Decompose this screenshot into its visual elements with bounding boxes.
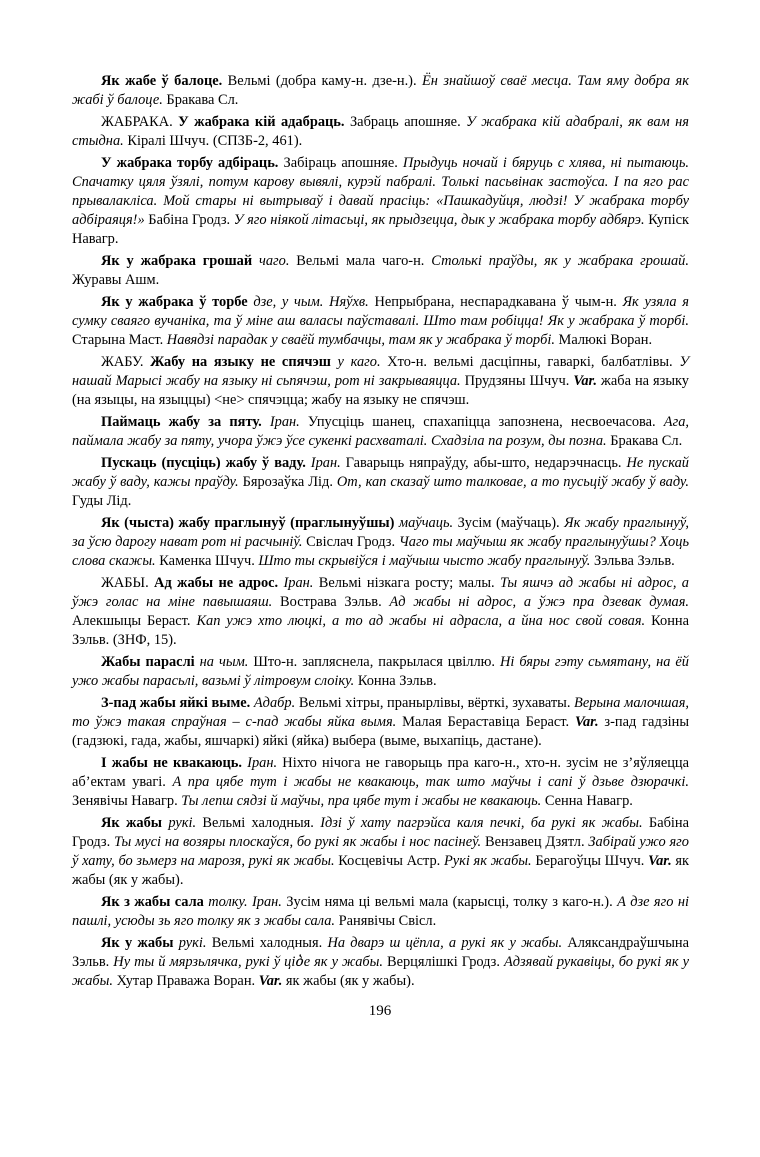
entry-text: Гуды Лід. — [72, 493, 132, 509]
entry-text: Гаварыць няпраўду, абы-што, недарэчнасць. — [340, 455, 627, 471]
entry-text: Бракава Сл. — [162, 92, 239, 108]
entry-text: Зусім (маўчаць). — [453, 515, 565, 531]
entry-text: Што-н. запляснела, пакрылася цвіллю. — [248, 654, 501, 670]
dictionary-entry — [72, 154, 689, 249]
variant-label: Var. — [648, 853, 672, 869]
entry-text: як жабы (як у жабы). — [72, 853, 689, 888]
entry-text: Конна Зэльв. — [354, 673, 437, 689]
entry-text: Зусім няма ці вельмі мала (карысці, толку з каго-н.). — [281, 894, 618, 910]
dictionary-entry — [72, 353, 689, 410]
dictionary-entry — [72, 653, 689, 691]
grammar-label: толку. Іран. — [203, 894, 282, 910]
entry-headword: У жабрака торбу адбіраць. — [101, 155, 279, 171]
dictionary-entry — [72, 514, 689, 571]
entry-text: Вельмі нізкага росту; малы. — [313, 575, 500, 591]
dictionary-entry — [72, 454, 689, 511]
example-text: Ну ты й мярзьлячка, рукі ў ціბе як у жабы. — [113, 954, 383, 970]
entry-text: Верцялішкі Гродз. — [382, 954, 504, 970]
entry-headword: Пускаць (пусціць) жабу ў ваду. — [101, 455, 306, 471]
example-text: На дварэ ш цёпла, а рукі як у жабы. — [327, 935, 563, 951]
example-text: Не пускай жабу ў ваду, кажы праўду. — [72, 455, 689, 490]
example-text: У жабрака кій адабралі, як вам ня стыдна. — [72, 114, 689, 149]
entry-headword: Паймаць жабу за пяту. — [101, 414, 262, 430]
example-text: Ты мусі на возяры плоскаўся, бо рукі як жабы і нос пасінеў. — [114, 834, 482, 850]
example-text: Ні бяры гэту сьмятану, на ёй ужо жабы парасьлі, вазьмі ў літровум слоіку. — [72, 654, 689, 689]
entry-text: Бракава Сл. — [606, 433, 683, 449]
entry-text: Забіраць апошняе. — [278, 155, 403, 171]
entry-text: Малая Бераставіца Бераст. — [396, 714, 575, 730]
grammar-label: дзе, у чым. Няўхв. — [247, 294, 369, 310]
dictionary-entry — [72, 814, 689, 890]
grammar-label: рукі. — [173, 935, 207, 951]
entry-text: Журавы Ашм. — [72, 272, 160, 288]
variant-label: Var. — [573, 373, 597, 389]
entry-text: Вельмі халодныя. — [196, 815, 321, 831]
grammar-label: на чым. — [194, 654, 249, 670]
entry-text: Вельмі хітры, пранырлівы, вёрткі, зухаваты. — [295, 695, 575, 711]
dictionary-entry — [72, 893, 689, 931]
entry-headword: З-пад жабы яйкі выме. — [101, 695, 251, 711]
entry-text: ЖАБЫ. — [101, 575, 155, 591]
entry-headword: Жабу на языку не спячэш — [150, 354, 331, 370]
entry-text: ЖАБРАКА. — [101, 114, 179, 130]
example-text: Прыдуць ночай і бяруць с хлява, ні пытаюць. Спачатку цяля ўзялі, потум карову вывялі, курэй пабралі. Толькі пасьвінак застоўса. І па яго рас прывалакліса. Мой стары ні вытрываў і давай прасіць: «Пашкадуйця, людзі! У жабрака торбу адбіраяця!» — [72, 155, 690, 228]
entry-text: Купіск Навагр. — [72, 212, 689, 247]
entry-text: Забраць апошняе. — [344, 114, 467, 130]
entry-text: Вельмі (добра каму-н. дзе-н.). — [222, 73, 422, 89]
grammar-label: рукі. — [162, 815, 197, 831]
example-text: Ага, паймала жабу за пяту, учора ўжэ ўсе сукенкі расхваталі. Схадзіла па розум, ды позна. — [72, 414, 689, 449]
dictionary-entry — [72, 413, 689, 451]
dictionary-entry — [72, 934, 689, 991]
entry-text: Вельмі халодныя. — [206, 935, 328, 951]
entry-text: Бабіна Гродз. — [72, 815, 689, 850]
example-text: Ты лепш сядзі й маўчы, пра цябе тут і жабы не квакаюць. — [181, 793, 542, 809]
entry-text: Хто-н. вельмі дасціпны, гаваркі, балбатлівы. — [380, 354, 680, 370]
example-text: Ад жабы ні адрос, а ўжэ пра дзевак думая. — [389, 594, 689, 610]
dictionary-page-body — [72, 72, 689, 994]
dictionary-entry — [72, 574, 689, 650]
entry-headword: Жабы параслі — [101, 654, 195, 670]
entry-headword: Як з жабы сала — [101, 894, 204, 910]
example-text: Рукі як жабы. — [443, 853, 532, 869]
example-text: Ты яшчэ ад жабы ні адрос, а ўжэ голас на міне павышаяш. — [72, 575, 689, 610]
entry-text: Вельмі мала чаго-н. — [289, 253, 432, 269]
entry-text: Свіслач Гродз. — [302, 534, 399, 550]
entry-text: Прудзяны Шчуч. — [460, 373, 574, 389]
entry-text: Аляксандраўшчына Зэльв. — [72, 935, 689, 970]
example-text: Верына малочшая, то ўжэ такая спраўная – с-пад жабы яйка вымя. — [72, 695, 689, 730]
entry-text: Ніхто нічога не гаворыць пра каго-н., хто-н. зусім не з’яўляецца аб’ектам увагі. — [72, 755, 689, 790]
dictionary-entry — [72, 754, 689, 811]
entry-text: Хутар Праважа Воран. — [112, 973, 259, 989]
dictionary-entry — [72, 252, 689, 290]
entry-headword: Ад жабы не адрос. — [154, 575, 279, 591]
example-text: А дзе яго ні пашлі, усюды зь яго толку як з жабы сала. — [72, 894, 689, 929]
entry-text: Ранявічы Свісл. — [335, 913, 437, 929]
entry-text: Малюкі Воран. — [554, 332, 653, 348]
entry-headword: У жабрака кій адабраць. — [178, 114, 345, 130]
entry-text: Бярозаўка Лід. — [238, 474, 337, 490]
grammar-label: Іран. — [241, 755, 278, 771]
entry-text: як жабы (як у жабы). — [282, 973, 415, 989]
entry-text: Старына Маст. — [72, 332, 167, 348]
entry-headword: Як жабе ў балоце. — [101, 73, 223, 89]
example-text: Што ты скрывіўся і маўчыш чысто жабу праглынуў. — [258, 553, 591, 569]
entry-text: Упусціць шанец, спахапіцца запознена, несвоечасова. — [299, 414, 664, 430]
dictionary-entry — [72, 694, 689, 751]
example-text: Кап ужэ хто люцкі, а то ад жабы ні адрасла, а йна нос свой совая. — [196, 613, 646, 629]
entry-text: з-пад гадзіны (гадзюкі, гада, жабы, яшчаркі) яйкі (яйка) выбера (выме, выхапіць, дастане). — [72, 714, 689, 749]
grammar-label: у каго. — [330, 354, 381, 370]
example-text: Забірай ужо яго ў хату, бо зьмерз на марозя, рукі як жабы. — [72, 834, 689, 869]
entry-text: Берагоўцы Шчуч. — [531, 853, 649, 869]
example-text: Ён знайшоў сваё месца. Там яму добра як жабі ў балоце. — [72, 73, 689, 108]
example-text: У яго ніякой літасьці, як прыдзецца, дык у жабрака торбу адбярэ. — [233, 212, 645, 228]
grammar-label: маўчаць. — [394, 515, 454, 531]
entry-text: Конна Зэльв. (ЗНФ, 15). — [72, 613, 689, 648]
entry-text: Косцевічы Астр. — [334, 853, 444, 869]
grammar-label: Адабр. — [250, 695, 296, 711]
grammar-label: Іран. — [261, 414, 300, 430]
example-text: Чаго ты маўчыш як жабу праглынуўшы? Хоць слова скажы. — [72, 534, 689, 569]
grammar-label: Іран. — [305, 455, 341, 471]
entry-text: Бабіна Гродз. — [144, 212, 234, 228]
example-text: Адзявай рукавіцы, бо рукі як у жабы. — [72, 954, 689, 989]
entry-text: Вензавец Дзятл. — [481, 834, 589, 850]
variant-label: Var. — [258, 973, 283, 989]
entry-headword: Як у жабрака грошай — [101, 253, 253, 269]
entry-text: Каменка Шчуч. — [155, 553, 259, 569]
example-text: У нашай Марысі жабу на языку ні сьпячэш, рот ні закрываяцца. — [72, 354, 689, 389]
entry-headword: Як у жабрака ў торбе — [101, 294, 248, 310]
dictionary-entry — [72, 72, 689, 110]
variant-label: Var. — [574, 714, 599, 730]
entry-text: ЖАБУ. — [101, 354, 151, 370]
example-text: Як узяла я сумку сваяго вучаніка, та ў міне аш валасы паўставалі. Што там робіцца! Як у жабрака ў торбі. — [72, 294, 689, 329]
dictionary-entry — [72, 293, 689, 350]
entry-text: Алекшыцы Бераст. — [72, 613, 197, 629]
entry-headword: І жабы не квакаюць. — [101, 755, 242, 771]
entry-text: Зэльва Зэльв. — [590, 553, 675, 569]
example-text: Столькі праўды, як у жабрака грошай. — [431, 253, 689, 269]
example-text: Як жабу праглынуў, за ўсю дарогу нават рот ні расчыніў. — [72, 515, 689, 550]
entry-text: жаба на языку (на языцы, на языццы) <не> спячэцца; жабу на языку не спячэш. — [72, 373, 690, 408]
entry-headword: Як жабы — [101, 815, 163, 831]
entry-text: Сенна Навагр. — [541, 793, 633, 809]
page-number: 196 — [368, 1003, 392, 1019]
entry-text: Зенявічы Навагр. — [72, 793, 182, 809]
entry-headword: Як у жабы — [101, 935, 174, 951]
example-text: От, кап сказаў што талковае, а то пусьціў жабу ў ваду. — [336, 474, 690, 490]
entry-text: Непрыбрана, неспарадкавана ў чым-н. — [368, 294, 623, 310]
example-text: Навядзі парадак у сваёй тумбачцы, там як у жабрака ў торбі. — [166, 332, 555, 348]
entry-headword: Як (чыста) жабу праглынуў (праглынуўшы) — [101, 515, 395, 531]
grammar-label: чаго. — [252, 253, 290, 269]
entry-text: Кіралі Шчуч. (СПЗБ-2, 461). — [123, 133, 303, 149]
grammar-label: Іран. — [278, 575, 314, 591]
dictionary-entry — [72, 113, 689, 151]
entry-text: Вострава Зэльв. — [272, 594, 390, 610]
example-text: Ідзі ў хату пагрэйса каля печкі, ба рукі як жабы. — [320, 815, 643, 831]
example-text: А пра цябе тут і жабы не квакаюць, так што маўчы і сапі ў дзьве дзюрачкі. — [172, 774, 689, 790]
